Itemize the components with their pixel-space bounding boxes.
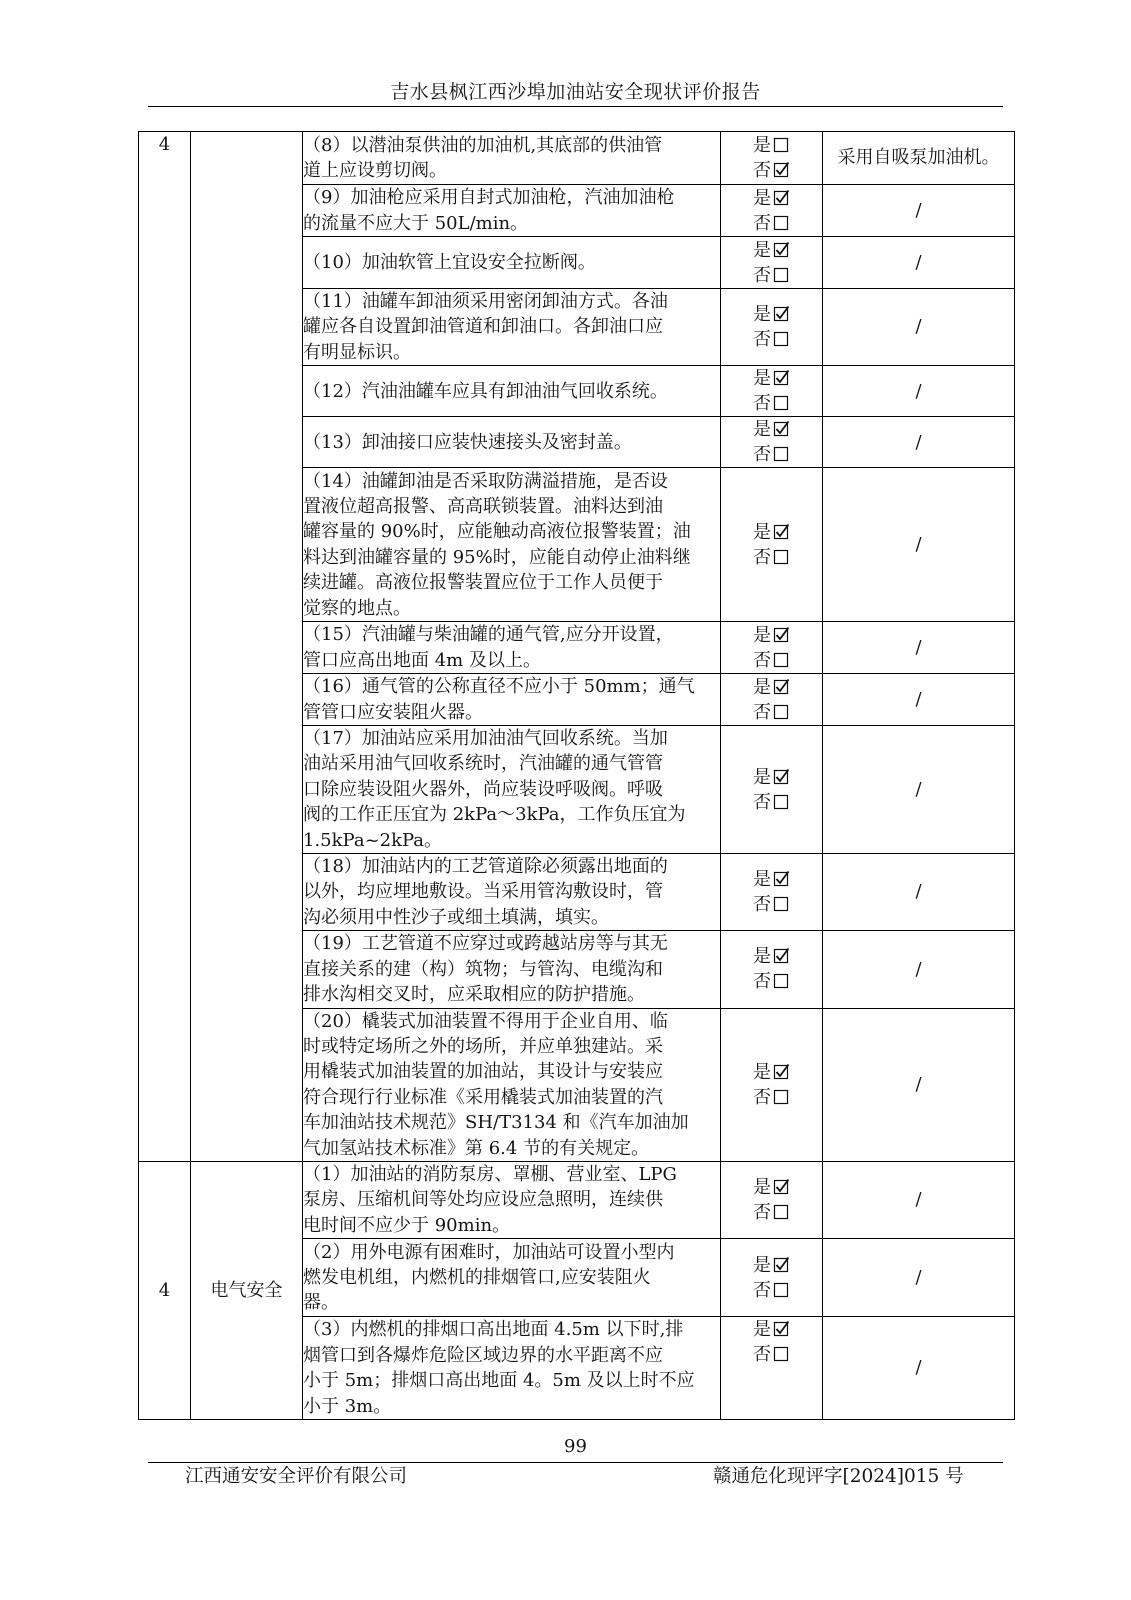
checked-box-icon [773,678,790,695]
checked-box-icon [773,947,790,964]
check-yes-label: 是 [753,676,771,698]
footer-doc-number: 赣通危化现评字[2024]015 号 [713,1466,964,1487]
check-yes [721,1253,822,1278]
remark-cell: / [823,1239,1015,1317]
requirement-text: （9）加油枪应采用自封式加油枪，汽油加油枪 的流量不应大于 50L/min。 [303,185,721,237]
checked-box-icon [773,1320,790,1337]
requirement-text: （14）油罐卸油是否采取防满溢措施，是否设 置液位超高报警、高高联锁装置。油料达到油 罐容量的 90%时，应能触动高液位报警装置；油 料达到油罐容量的 95%时，应能自动停止油料继 续进罐。高液位报警装置应位于工作人员便于 觉察的地点。 [303,468,721,622]
yes-no-check-cell [721,726,823,854]
remark-cell: / [823,366,1015,417]
requirement-text: （11）油罐车卸油须采用密闭卸油方式。各油 罐应各自设置卸油管道和卸油口。各卸油口应 有明显标识。 [303,289,721,366]
requirement-text: （20）橇装式加油装置不得用于企业自用、临 时或特定场所之外的场所，并应单独建站。采 用橇装式加油装置的加油站，其设计与安装应 符合现行行业标准《采用橇装式加油装置的汽 车加油站技术规范》SH/T3134 和《汽车加油加 气加氢站技术标准》第 6.4 节的有关规定。 [303,1008,721,1161]
check-no-label: 否 [753,1344,771,1366]
page-header-title: 吉水县枫江西沙埠加油站安全现状评价报告 [390,81,761,103]
evaluation-checklist-table [138,131,1015,1420]
check-yes [721,1060,822,1085]
yes-no-check-cell [721,1008,823,1161]
remark-cell: 采用自吸泵加油机。 [823,132,1015,185]
check-no [721,700,822,725]
checked-box-icon [773,768,790,785]
check-yes [721,867,822,892]
check-yes [721,765,822,790]
remark-cell: / [823,931,1015,1008]
unchecked-box-icon [773,651,790,668]
yes-no-check-cell [721,366,823,417]
check-no [721,1278,822,1303]
yes-no-check-cell [721,854,823,931]
check-no [721,1200,822,1225]
check-no [721,391,822,416]
check-no-label: 否 [753,393,771,415]
check-yes [721,417,822,442]
check-no [721,211,822,236]
check-yes-label: 是 [753,368,771,390]
yes-no-check-cell [721,132,823,185]
requirement-text: （8）以潜油泵供油的加油机,其底部的供油管 道上应设剪切阀。 [303,132,721,185]
remark-cell: / [823,237,1015,289]
remark-cell: / [823,1161,1015,1238]
remark-cell: / [823,726,1015,854]
check-yes-label: 是 [753,1177,771,1199]
checked-box-icon [773,523,790,540]
section-number-cell: 4 [139,132,191,1162]
check-no [721,158,822,183]
requirement-text: （12）汽油油罐车应具有卸油油气回收系统。 [303,366,721,417]
unchecked-box-icon [773,136,790,153]
remark-cell: / [823,417,1015,468]
checked-box-icon [773,189,790,206]
remark-cell: / [823,622,1015,674]
yes-no-check-cell [721,417,823,468]
checked-box-icon [773,1256,790,1273]
check-yes [721,675,822,700]
check-no-label: 否 [753,160,771,181]
footer-company: 江西通安安全评价有限公司 [185,1466,408,1487]
check-yes-label: 是 [753,1061,771,1083]
unchecked-box-icon [773,972,790,989]
yes-no-check-cell [721,931,823,1008]
check-yes-label: 是 [753,304,771,326]
yes-no-check-cell [721,1317,823,1420]
table-body [139,132,1015,1420]
check-yes [721,944,822,969]
check-yes [721,1175,822,1200]
check-no-label: 否 [753,649,771,671]
requirement-text: （10）加油软管上宜设安全拉断阀。 [303,237,721,289]
check-no-label: 否 [753,894,771,916]
unchecked-box-icon [773,895,790,912]
yes-no-check-cell [721,289,823,366]
check-yes-label: 是 [753,1254,771,1276]
check-yes-label: 是 [753,135,771,156]
unchecked-box-icon [773,214,790,231]
remark-cell: / [823,674,1015,726]
check-no-label: 否 [753,1202,771,1224]
check-yes-label: 是 [753,521,771,543]
check-no-label: 否 [753,546,771,568]
remark-cell: / [823,1008,1015,1161]
remark-cell: / [823,854,1015,931]
check-no-label: 否 [753,212,771,234]
yes-no-check-cell [721,1161,823,1238]
requirement-text: （15）汽油罐与柴油罐的通气管,应分开设置， 管口应高出地面 4m 及以上。 [303,622,721,674]
unchecked-box-icon [773,1203,790,1220]
yes-no-check-cell [721,622,823,674]
unchecked-box-icon [773,1345,790,1362]
check-no [721,1085,822,1110]
section-category-cell: 电气安全 [191,1161,303,1419]
checked-box-icon [773,870,790,887]
check-no [721,648,822,673]
check-yes-label: 是 [753,624,771,646]
check-no [721,263,822,288]
header-rule [148,106,1003,107]
yes-no-check-cell [721,468,823,622]
checked-box-icon [773,626,790,643]
checked-box-icon [773,241,790,258]
unchecked-box-icon [773,1088,790,1105]
check-yes [721,238,822,263]
requirement-text: （1）加油站的消防泵房、罩棚、营业室、LPG 泵房、压缩机间等处均应设应急照明，连续供 电时间不应少于 90min。 [303,1161,721,1238]
check-no-label: 否 [753,444,771,466]
checked-box-icon [773,161,790,178]
unchecked-box-icon [773,330,790,347]
check-no [721,327,822,352]
check-no-label: 否 [753,1279,771,1301]
requirement-text: （18）加油站内的工艺管道除必须露出地面的 以外，均应埋地敷设。当采用管沟敷设时，管 沟必须用中性沙子或细土填满，填实。 [303,854,721,931]
check-yes [721,1317,822,1342]
table-row [139,1161,1015,1238]
checked-box-icon [773,1063,790,1080]
footer-rule [148,1462,1003,1463]
checked-box-icon [773,369,790,386]
remark-cell: / [823,468,1015,622]
checked-box-icon [773,305,790,322]
check-no [721,545,822,570]
checked-box-icon [773,420,790,437]
check-yes [721,133,822,158]
check-no [721,442,822,467]
requirement-text: （13）卸油接口应装快速接头及密封盖。 [303,417,721,468]
check-yes [721,623,822,648]
unchecked-box-icon [773,266,790,283]
check-no [721,969,822,994]
check-no-label: 否 [753,329,771,351]
requirement-text: （17）加油站应采用加油油气回收系统。当加 油站采用油气回收系统时，汽油罐的通气管管 口除应装设阻火器外，尚应装设呼吸阀。呼吸 阀的工作正压宜为 2kPa～3kPa，工作负压宜为 1.5kPa~2kPa。 [303,726,721,854]
check-yes-label: 是 [753,766,771,788]
unchecked-box-icon [773,703,790,720]
check-no-label: 否 [753,971,771,993]
requirement-text: （19）工艺管道不应穿过或跨越站房等与其无 直接关系的建（构）筑物；与管沟、电缆沟和 排水沟相交叉时，应采取相应的防护措施。 [303,931,721,1008]
check-no [721,892,822,917]
requirement-text: （2）用外电源有困难时，加油站可设置小型内 燃发电机组，内燃机的排烟管口,应安装阻火 器。 [303,1239,721,1317]
yes-no-check-cell [721,237,823,289]
check-no-label: 否 [753,264,771,286]
check-no-label: 否 [753,791,771,813]
check-yes [721,366,822,391]
unchecked-box-icon [773,793,790,810]
unchecked-box-icon [773,445,790,462]
unchecked-box-icon [773,548,790,565]
yes-no-check-cell [721,1239,823,1317]
check-yes-label: 是 [753,1319,771,1341]
yes-no-check-cell [721,185,823,237]
checked-box-icon [773,1178,790,1195]
check-no-label: 否 [753,701,771,723]
section-category-cell [191,132,303,1162]
unchecked-box-icon [773,1281,790,1298]
check-yes [721,186,822,211]
unchecked-box-icon [773,394,790,411]
check-yes [721,302,822,327]
requirement-text: （16）通气管的公称直径不应小于 50mm；通气 管管口应安装阻火器。 [303,674,721,726]
table-row [139,132,1015,185]
check-yes-label: 是 [753,869,771,891]
check-no [721,1342,822,1367]
check-no [721,790,822,815]
remark-cell: / [823,289,1015,366]
check-no-label: 否 [753,1086,771,1108]
check-yes-label: 是 [753,419,771,441]
check-yes [721,520,822,545]
check-yes-label: 是 [753,187,771,209]
check-yes-label: 是 [753,239,771,261]
section-number-cell: 4 [139,1161,191,1419]
yes-no-check-cell [721,674,823,726]
remark-cell: / [823,1317,1015,1420]
check-yes-label: 是 [753,946,771,968]
page-number: 99 [564,1436,587,1457]
requirement-text: （3）内燃机的排烟口高出地面 4.5m 以下时,排 烟管口到各爆炸危险区域边界的水平距离不应 小于 5m；排烟口高出地面 4。5m 及以上时不应 小于 3m。 [303,1317,721,1420]
remark-cell: / [823,185,1015,237]
